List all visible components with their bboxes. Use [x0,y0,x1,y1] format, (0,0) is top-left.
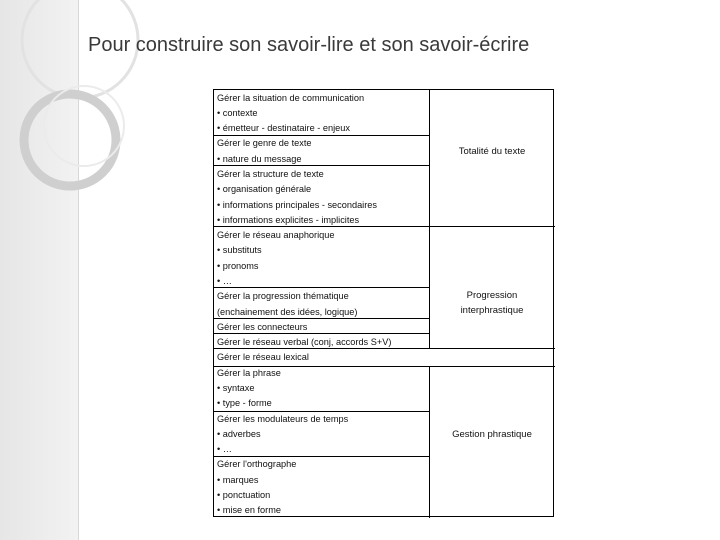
skill-line: Gérer la situation de communication [217,92,365,103]
skill-line: • type - forme [217,398,272,409]
skill-line: • mise en forme [217,505,281,516]
skill-line: • adverbes [217,428,261,439]
decorative-circles [0,0,140,200]
skill-line: • contexte [217,107,258,118]
skill-line: • nature du message [217,153,302,164]
skill-line: • pronoms [217,260,259,271]
skill-line: Gérer les modulateurs de temps [217,413,349,424]
scope-cell-progression-line1: Progression [466,290,518,301]
skill-line: • substituts [217,245,262,256]
skill-line: Gérer la progression thématique [217,291,349,302]
skill-line: Gérer la structure de texte [217,168,324,179]
scope-cell-texte: Totalité du texte [458,146,526,157]
row-divider [214,287,429,288]
scope-cell-phrastique: Gestion phrastique [452,429,532,440]
skill-line: • émetteur - destinataire - enjeux [217,123,350,134]
skill-line: • informations explicites - implicites [217,214,360,225]
skill-line: Gérer les connecteurs [217,321,308,332]
skill-line: (enchainement des idées, logique) [217,306,358,317]
slide-title: Pour construire son savoir-lire et son savoir-écrire [88,34,530,56]
skill-line: • organisation générale [217,184,312,195]
skill-line: Gérer le réseau lexical [217,352,309,363]
skill-line: Gérer le réseau anaphorique [217,230,335,241]
skill-line: Gérer le genre de texte [217,138,312,149]
skill-line: • syntaxe [217,382,255,393]
skill-line: Gérer l'orthographe [217,459,297,470]
scope-cell-progression-line2: interphrastique [460,305,524,316]
skills-table [213,89,554,517]
skill-line: • marques [217,474,259,485]
skill-line: • informations principales - secondaires [217,199,377,210]
skill-line: Gérer le réseau verbal (conj, accords S+V) [217,337,392,348]
skill-line: • ponctuation [217,489,271,500]
skill-line: • … [217,275,232,286]
skill-line: Gérer la phrase [217,367,281,378]
skill-line: • … [217,444,232,455]
